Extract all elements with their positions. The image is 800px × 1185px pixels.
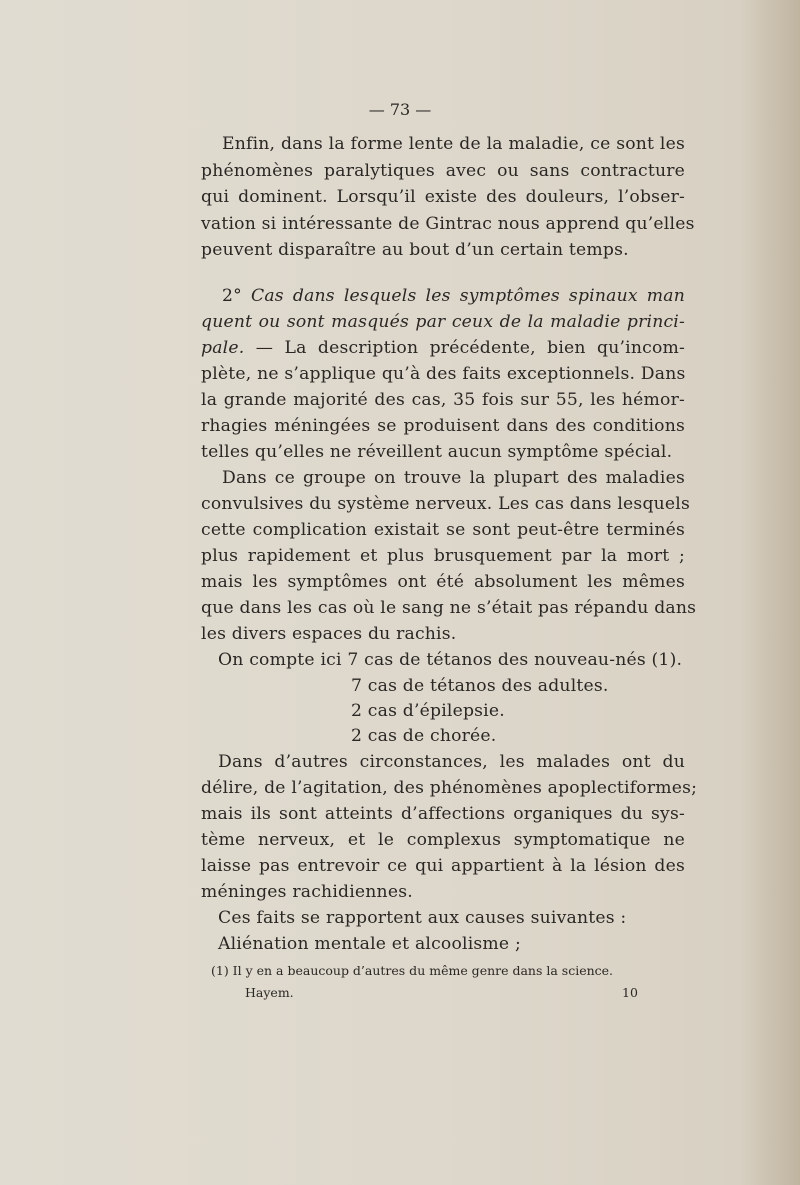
text-line: les divers espaces du rachis. [201, 624, 457, 644]
text-line: phénomènes paralytiques avec ou sans contracture [201, 161, 685, 181]
section-title-end: pale. [201, 338, 245, 358]
text-line: Ces faits se rapportent aux causes suivantes : [218, 908, 627, 928]
section-title: Cas dans lesquels les symptômes spinaux man [251, 286, 685, 306]
text-line: Dans d’autres circonstances, les malades ont du [218, 752, 685, 772]
text-line: laisse pas entrevoir ce qui appartient à la lésion des [201, 856, 685, 876]
text-line: Dans ce groupe on trouve la plupart des maladies [222, 468, 685, 488]
footnote: (1) Il y en a beaucoup d’autres du même genre dans la science. [211, 963, 614, 978]
text-line: délire, de l’agitation, des phénomènes apoplectiformes; [201, 778, 698, 798]
text-line: tème nerveux, et le complexus symptomatique ne [201, 830, 685, 850]
list-item: 2 cas de chorée. [351, 726, 497, 746]
text-line: telles qu’elles ne réveillent aucun symptôme spécial. [201, 442, 673, 462]
list-item: 2 cas d’épilepsie. [351, 701, 505, 721]
text-line: rhagies méningées se produisent dans des conditions [201, 416, 685, 436]
text-line: que dans les cas où le sang ne s’était pas répandu dans [201, 598, 697, 618]
page-number: — 73 — [368, 100, 432, 119]
sheet-number: 10 [622, 985, 638, 1000]
text-line [201, 336, 685, 361]
text-line: Enfin, dans la forme lente de la maladie, ce sont les [222, 134, 685, 154]
text-line: convulsives du système nerveux. Les cas dans lesquels [201, 494, 691, 514]
text-fragment: — La description précédente, bien qu’incom- [244, 338, 685, 358]
text-line: mais les symptômes ont été absolument les mêmes [201, 572, 685, 592]
text-line: méninges rachidiennes. [201, 882, 413, 902]
section-title-line: quent ou sont masqués par ceux de la maladie princi- [201, 312, 685, 332]
section-number: 2° [222, 286, 242, 306]
text-line: peuvent disparaître au bout d’un certain temps. [201, 240, 629, 260]
signature-mark: Hayem. [245, 985, 294, 1000]
text-line: cette complication existait se sont peut-être terminés [201, 520, 685, 540]
page-edge-shadow [740, 0, 800, 1185]
text-line: Aliénation mentale et alcoolisme ; [218, 934, 521, 954]
text-line: la grande majorité des cas, 35 fois sur 55, les hémor- [201, 390, 685, 410]
list-item: 7 cas de tétanos des adultes. [351, 676, 609, 696]
text-line: vation si intéressante de Gintrac nous apprend qu’elles [201, 214, 695, 234]
list-item: On compte ici 7 cas de tétanos des nouveau-nés (1). [218, 650, 683, 670]
text-line: mais ils sont atteints d’affections organiques du sys- [201, 804, 685, 824]
text-line: plus rapidement et plus brusquement par la mort ; [201, 546, 685, 566]
text-line: qui dominent. Lorsqu’il existe des douleurs, l’obser- [201, 187, 685, 207]
section-heading-line [222, 284, 685, 309]
text-line: plète, ne s’applique qu’à des faits exceptionnels. Dans [201, 364, 686, 384]
